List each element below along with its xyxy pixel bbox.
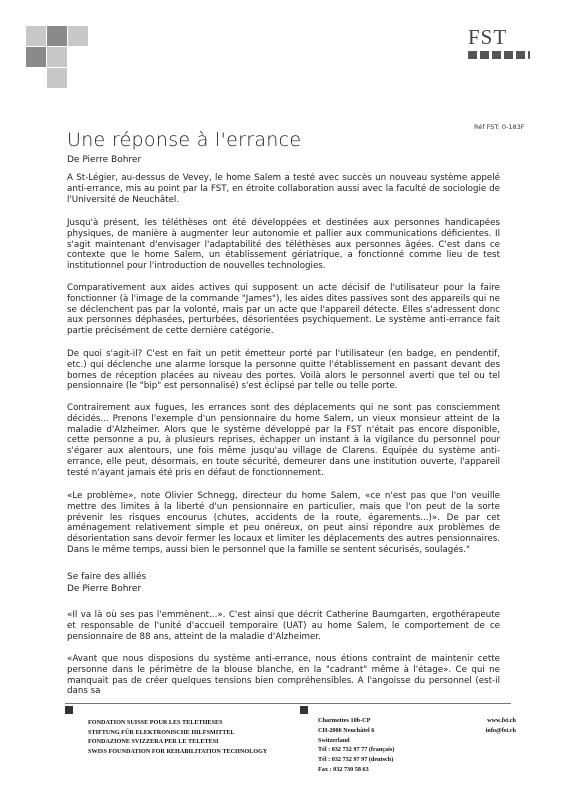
website-link[interactable]: www.fst.ch: [487, 717, 516, 724]
footer-org-line: FONDAZIONE SVIZZERA PER LE TELETESI: [88, 738, 219, 746]
footer-address-line: Switzerland: [318, 736, 350, 744]
paragraph: A St-Légier, au-dessus de Vevey, le home Salem a testé avec succès un nouveau système appelé anti-errance, mis au point par la FST, en étroite collaboration aussi avec la faculté de sociologie de l'Université de Neuchâtel.: [67, 173, 500, 205]
footer-address: [318, 716, 394, 775]
footer-org-line: STIFTUNG FÜR ELEKTRONISCHE HILFSMITTEL: [88, 728, 235, 736]
section-title: Se faire des alliés: [67, 572, 147, 582]
fst-logo: [468, 26, 530, 59]
section-author: De Pierre Bohrer: [67, 584, 142, 594]
paragraph: «Le problème», note Olivier Schnegg, directeur du home Salem, «ce n'est pas que l'on veuille mettre des limites à la liberté d'un pensionnaire en particulier, mais que l'on peut de la sorte prévenir les risques encourus (chutes, accidents de la route, égarements...)». De par cet aménagement relativement simple et peu onéreux, on peut ainsi répondre aux problèmes de désorientation sans devoir fermer les locaux et limiter les déplacements des autres pensionnaires. Dans le même temps, aussi bien le personnel que la famille se sentent sécurisés, soulagés.": [67, 491, 500, 555]
logo-text: FST: [468, 25, 508, 49]
article-title: Une réponse à l'errance: [67, 129, 302, 151]
reference-number: Réf FST: 0-183F: [474, 123, 525, 131]
logo-bar: [468, 51, 530, 59]
paragraph: Jusqu'à présent, les téléthèses ont été développées et destinées aux personnes handicapées physiques, de manière à augmenter leur autonomie et pallier aux communications déficientes. Il s'agit maintenant d'envisager l'adaptabilité des téléthèses aux personnes âgées. C'est dans ce contexte que le home Salem, un établissement gériatrique, a fonctionné comme lieu de test institutionnel pour l'introduction de nouvelles technologies.: [67, 218, 500, 272]
footer-address-line: CH-2006 Neuchâtel 6: [318, 726, 375, 734]
footer-address-line: Fax : 032 730 58 63: [318, 765, 369, 773]
decor-square: [47, 26, 67, 46]
footer-address-line: Tél : 032 732 97 97 (deutsch): [318, 756, 394, 764]
decor-square: [47, 47, 67, 67]
article-author: De Pierre Bohrer: [67, 155, 142, 165]
paragraph: Contrairement aux fugues, les errances sont des déplacements qui ne sont pas consciemment décidés... Prenons l'exemple d'un pensionnaire du home Salem, un vieux monsieur atteint de la maladie d'Alzheimer. Alors que le système développé par la FST n'était pas encore disponible, cette personne a pu, à plusieurs reprises, échapper un instant à la vigilance du personnel pour s'égarer aux alentours, une fois même jusqu'au village de Clarens. Equipée du système anti-errance, elle peut, désormais, en toute sécurité, demeurer dans une institution ouverte, l'appareil testé n'ayant jamais été pris en défaut de fonctionnement.: [67, 403, 500, 478]
footer-org-line: SWISS FOUNDATION FOR REHABILITATION TECHNOLOGY: [88, 747, 268, 755]
decor-square: [26, 47, 46, 67]
paragraph: Comparativement aux aides actives qui supposent un acte décisif de l'utilisateur pour la faire fonctionner (à l'image de la commande "James"), les aides dites passives sont des appareils qui ne se déclenchent pas par la volonté, mais par un acte que l'appareil détecte. Elles s'adressent donc aux personnes déphasées, perturbées, désorientées psychiquement. Le système anti-errance fait partie précisément de cette dernière catégorie.: [67, 283, 500, 337]
decor-square: [68, 26, 88, 46]
footer-organization: [88, 718, 267, 756]
decor-square: [47, 68, 67, 88]
paragraph: De quoi s'agit-il? C'est en fait un petit émetteur porté par l'utilisateur (en badge, en pendentif, etc.) qui déclenche une alarme lorsque la personne quitte l'établissement en passant devant des bornes de réception placées au niveau des portes. Voilà alors le personnel averti que tel ou tel pensionnaire (le "bip" est personnalisé) s'est éclipsé par telle ou telle porte.: [67, 349, 500, 392]
decor-square: [26, 26, 46, 46]
email-link[interactable]: info@fst.ch: [485, 726, 516, 734]
footer-org-line: FONDATION SUISSE POUR LES TELETHESES: [88, 719, 223, 726]
footer-contact: [470, 716, 516, 736]
footer-divider: [65, 703, 511, 704]
footer-address-line: Charmettes 10b-CP: [318, 717, 371, 724]
footer-address-line: Tél : 032 732 97 77 (français): [318, 746, 395, 754]
paragraph: «Avant que nous disposions du système anti-errance, nous étions contraint de maintenir cette personne dans le périmètre de la blouse blanche, en la "cadrant" même à l'étage». Ce qui ne manquait pas de créer quelques tensions bien compréhensibles. A l'angoisse du personnel (est-il dans sa: [67, 654, 500, 697]
footer-square: [300, 706, 308, 714]
paragraph: «Il va là où ses pas l'emmènent...». C'est ainsi que décrit Catherine Baumgarten, ergothérapeute et responsable de l'unité d'accueil temporaire (UAT) au home Salem, le comportement de ce pensionnaire de 88 ans, atteint de la maladie d'Alzheimer.: [67, 610, 500, 642]
footer-square: [65, 706, 73, 714]
